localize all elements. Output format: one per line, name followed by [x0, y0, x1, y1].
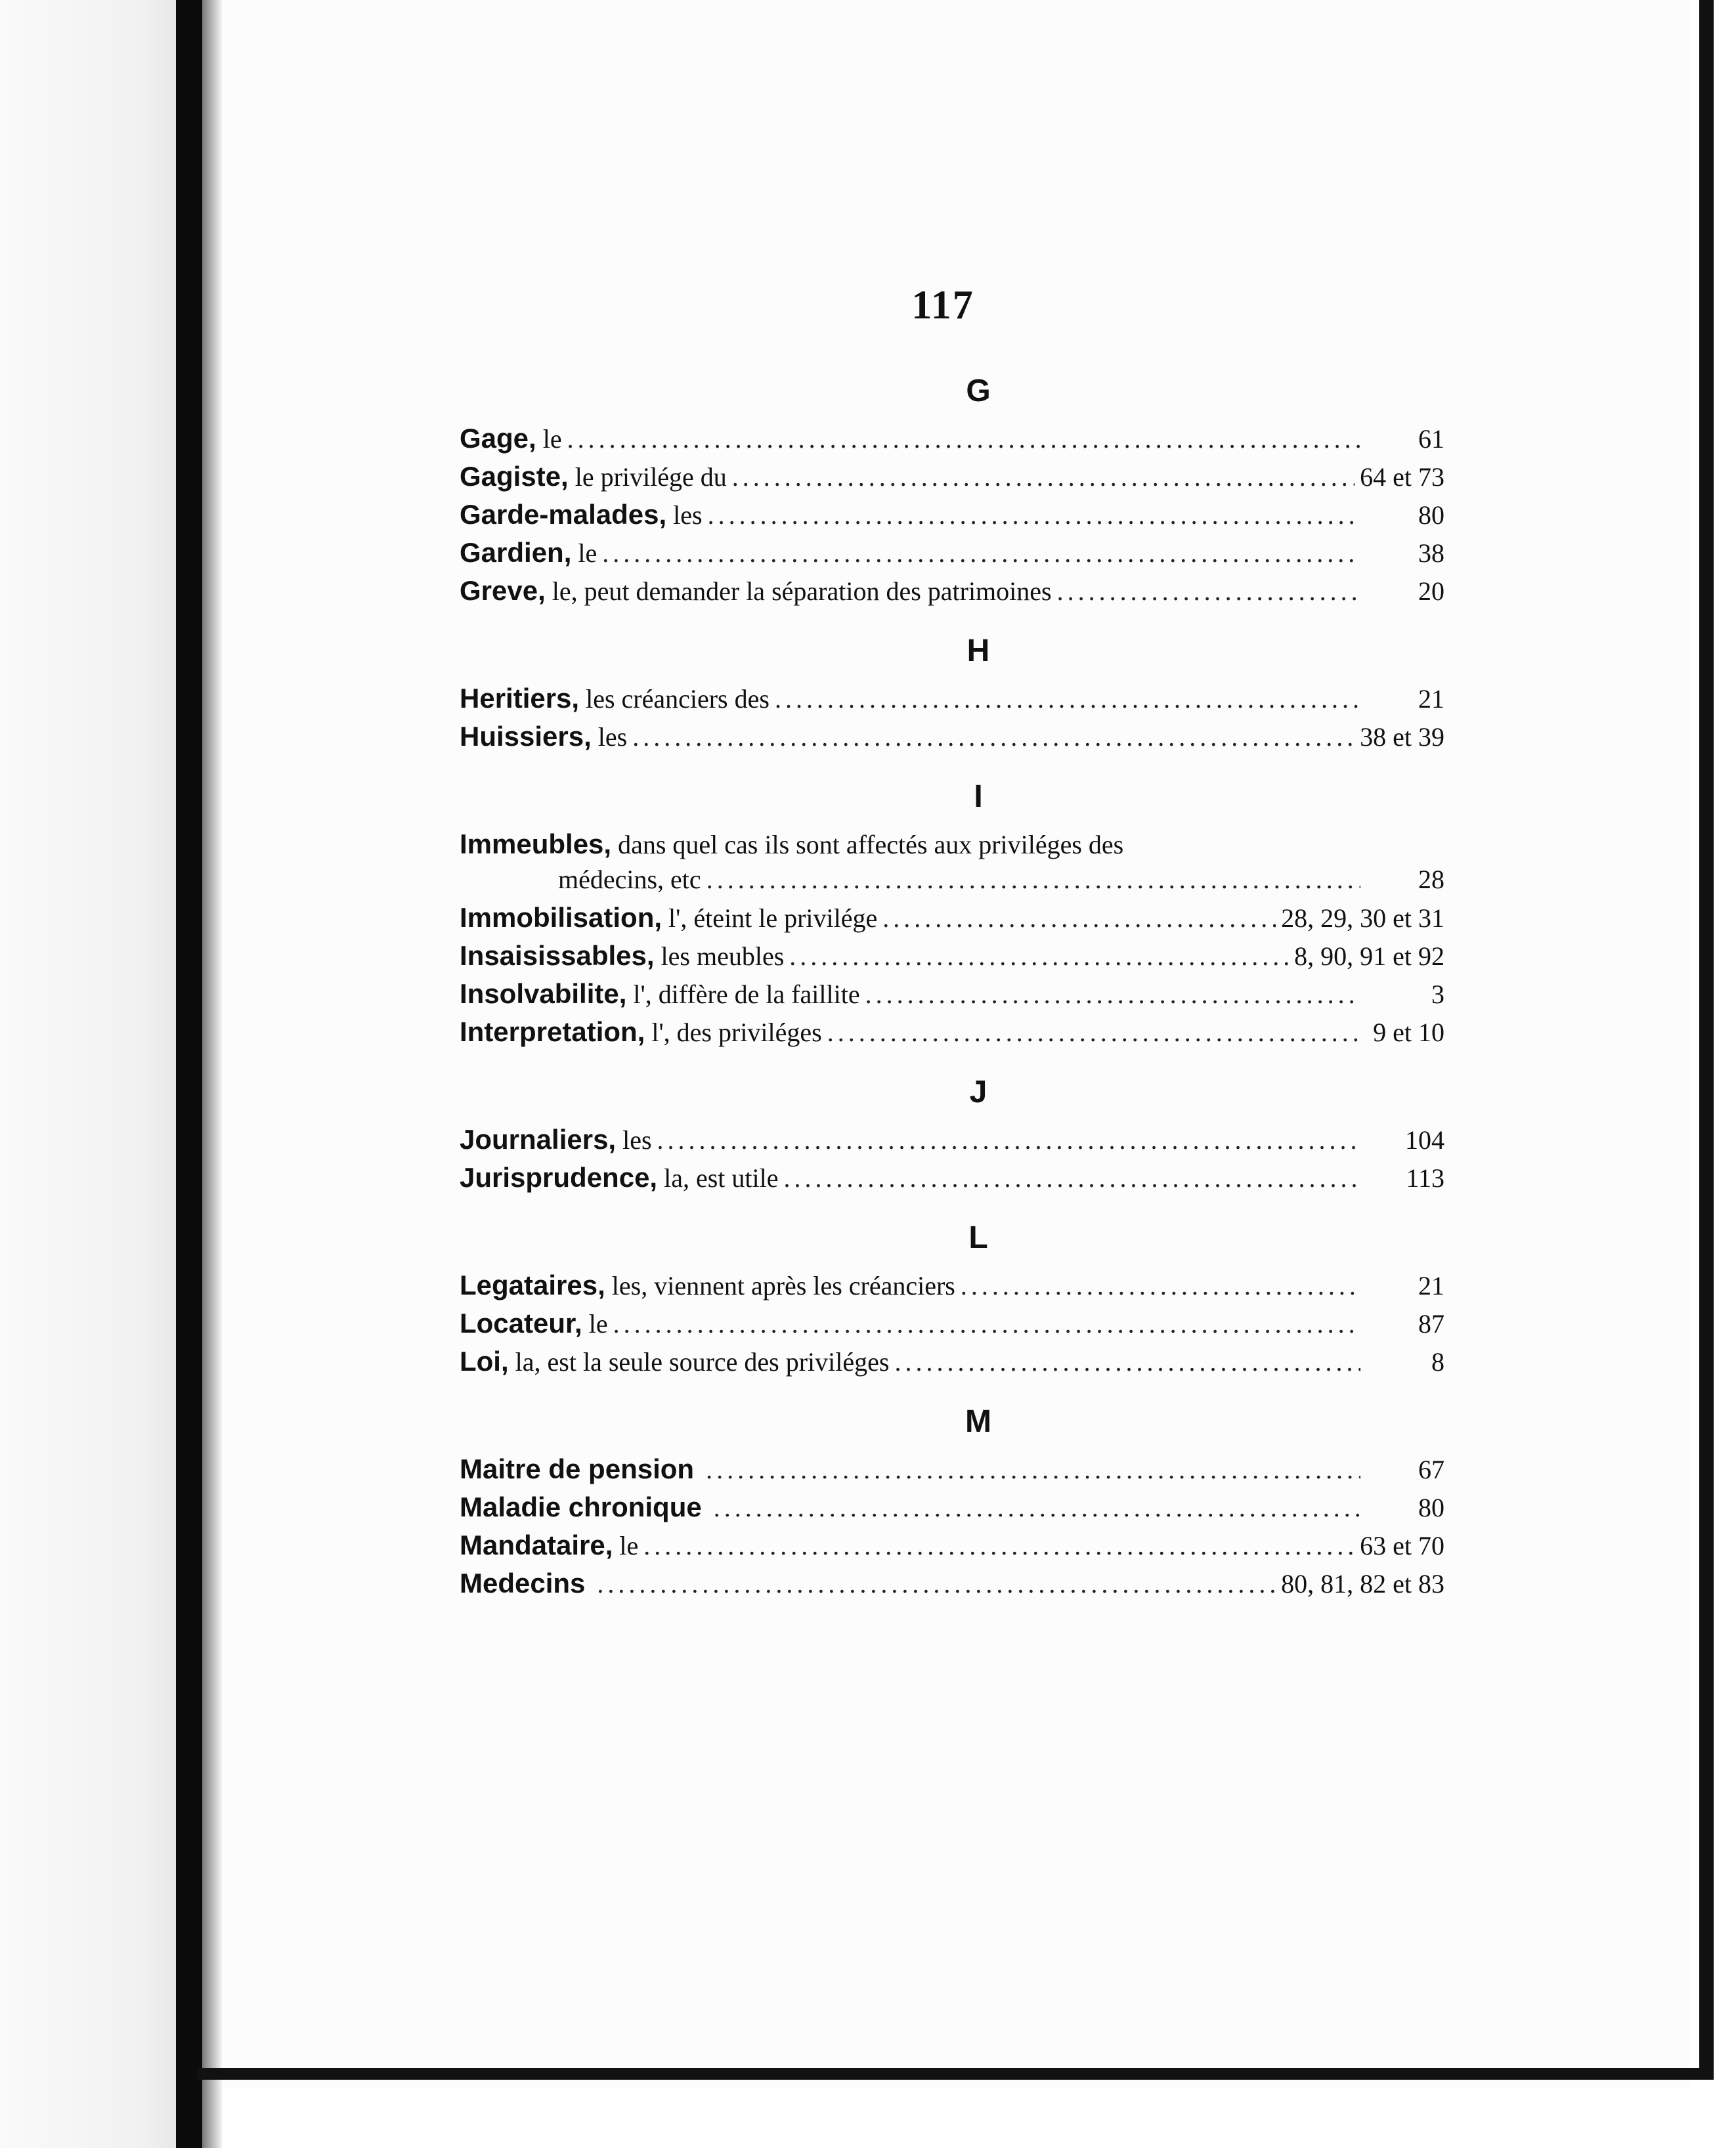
entry-pages: 80 [1418, 500, 1444, 530]
entry-term: Immobilisation, [460, 902, 662, 933]
page-bottom-edge [197, 2068, 1714, 2080]
entry-term: Garde-malades, [460, 499, 667, 530]
index-entry [460, 1453, 1444, 1492]
index-entry [460, 537, 1444, 575]
book-gutter [176, 0, 202, 2148]
leader-dots [643, 1530, 1355, 1561]
section-letter: H [966, 634, 990, 668]
leader-dots [784, 1163, 1360, 1193]
entry-pages: 104 [1405, 1125, 1444, 1155]
entry-pages: 8, 90, 91 et 92 [1294, 941, 1444, 971]
index-entry [460, 683, 1444, 721]
entry-description: les [622, 1125, 652, 1155]
outer-background [1714, 0, 1736, 2148]
entry-term: Insolvabilite, [460, 978, 627, 1009]
entry-pages: 21 [1418, 684, 1444, 714]
index-section-m [460, 1398, 1444, 1606]
entry-pages: 80, 81, 82 et 83 [1281, 1569, 1444, 1599]
entry-term: Huissiers, [460, 721, 592, 752]
index-entry [460, 1016, 1444, 1054]
index-entry [460, 940, 1444, 978]
leader-dots [708, 500, 1360, 530]
gutter-shadow [202, 0, 222, 2148]
leader-dots [657, 1125, 1360, 1155]
entry-term: Interpretation, [460, 1016, 645, 1047]
entry-description: les [673, 500, 703, 530]
entry-term: Maladie chronique [460, 1492, 702, 1522]
index-entry [460, 902, 1444, 940]
section-letter: I [974, 779, 983, 814]
leader-dots [882, 903, 1276, 934]
section-letter: G [966, 374, 991, 408]
entry-description: le [619, 1531, 639, 1560]
entry-description: les créanciers des [586, 684, 770, 714]
entry-description: le [588, 1309, 608, 1339]
index-section-g [460, 368, 1444, 613]
entry-description: l', des priviléges [651, 1018, 822, 1047]
leader-dots [827, 1017, 1360, 1048]
index-entry [460, 828, 1444, 864]
index-entry [460, 461, 1444, 499]
leader-dots [632, 721, 1355, 752]
entry-term: Maitre de pension [460, 1453, 695, 1484]
leader-dots [961, 1270, 1360, 1301]
entry-pages: 113 [1406, 1163, 1444, 1193]
entry-term: Gagiste, [460, 461, 569, 492]
entry-pages: 87 [1418, 1309, 1444, 1339]
index-entry [460, 499, 1444, 537]
index-entry [460, 1530, 1444, 1568]
index-entry-continuation [460, 864, 1444, 902]
index-entry [460, 575, 1444, 613]
entry-term: Mandataire, [460, 1530, 613, 1560]
entry-pages: 21 [1418, 1271, 1444, 1300]
section-letter: L [968, 1220, 988, 1255]
entry-pages: 9 et 10 [1373, 1018, 1444, 1047]
leader-dots [714, 1492, 1360, 1523]
entry-pages: 38 et 39 [1360, 722, 1444, 752]
leader-dots [732, 462, 1355, 492]
section-letter: M [965, 1404, 991, 1439]
entry-description: les, viennent après les créanciers [611, 1271, 955, 1300]
index-section-i [460, 773, 1444, 1054]
entry-term: Immeubles, [460, 828, 612, 859]
index-section-j [460, 1069, 1444, 1200]
entry-description: le privilége du [575, 462, 727, 492]
entry-term: Insaisissables, [460, 940, 655, 971]
leader-dots [706, 1454, 1360, 1485]
leader-dots [567, 423, 1360, 454]
index-entry [460, 1162, 1444, 1200]
leader-dots [602, 538, 1360, 569]
index-entry [460, 1346, 1444, 1384]
entry-pages: 3 [1431, 979, 1444, 1009]
entry-pages: 67 [1418, 1455, 1444, 1484]
entry-description: le [542, 424, 562, 454]
index-entry [460, 978, 1444, 1016]
entry-term: Legataires, [460, 1270, 605, 1300]
leader-dots [775, 683, 1360, 714]
index-entry [460, 1308, 1444, 1346]
index-entry [460, 1568, 1444, 1606]
entry-pages: 38 [1418, 538, 1444, 568]
entry-description: le, peut demander la séparation des patrimoines [552, 576, 1052, 606]
leader-dots [789, 941, 1289, 972]
entry-pages: 28, 29, 30 et 31 [1281, 903, 1444, 933]
entry-pages: 8 [1431, 1347, 1444, 1377]
index-entry [460, 721, 1444, 759]
entry-pages: 20 [1418, 576, 1444, 606]
leader-dots [894, 1346, 1360, 1377]
leader-dots [613, 1308, 1360, 1339]
entry-description: la, est utile [664, 1163, 779, 1193]
entry-description-continued: médecins, etc [558, 865, 701, 894]
page-number: 117 [911, 283, 974, 328]
entry-term: Jurisprudence, [460, 1162, 658, 1193]
entry-pages: 64 et 73 [1360, 462, 1444, 492]
entry-pages: 80 [1418, 1493, 1444, 1522]
leader-dots [706, 864, 1360, 895]
entry-term: Heritiers, [460, 683, 580, 714]
leader-dots [1057, 576, 1360, 607]
entry-description: dans quel cas ils sont affectés aux priviléges des [618, 830, 1124, 859]
index-entry [460, 1124, 1444, 1162]
leader-dots [597, 1568, 1276, 1599]
page-right-edge [1699, 0, 1714, 2074]
entry-pages: 63 et 70 [1360, 1531, 1444, 1560]
entry-description: la, est la seule source des priviléges [515, 1347, 890, 1377]
entry-description: les meubles [661, 941, 785, 971]
entry-term: Medecins [460, 1568, 586, 1599]
index-list [460, 368, 1444, 1620]
index-section-h [460, 628, 1444, 759]
entry-term: Gage, [460, 423, 536, 454]
entry-pages: 28 [1418, 865, 1444, 894]
entry-description: l', diffère de la faillite [633, 979, 860, 1009]
index-entry [460, 423, 1444, 461]
entry-description: l', éteint le privilége [668, 903, 878, 933]
index-entry [460, 1492, 1444, 1530]
entry-term: Gardien, [460, 537, 572, 568]
left-page-margin [0, 0, 181, 2148]
index-section-l [460, 1214, 1444, 1384]
index-entry [460, 1270, 1444, 1308]
entry-description: les [597, 722, 628, 752]
entry-description: le [578, 538, 597, 568]
section-letter: J [969, 1075, 987, 1109]
entry-term: Greve, [460, 575, 546, 606]
leader-dots [865, 979, 1360, 1010]
entry-term: Locateur, [460, 1308, 582, 1339]
entry-term: Journaliers, [460, 1124, 617, 1155]
entry-pages: 61 [1418, 424, 1444, 454]
entry-term: Loi, [460, 1346, 509, 1377]
